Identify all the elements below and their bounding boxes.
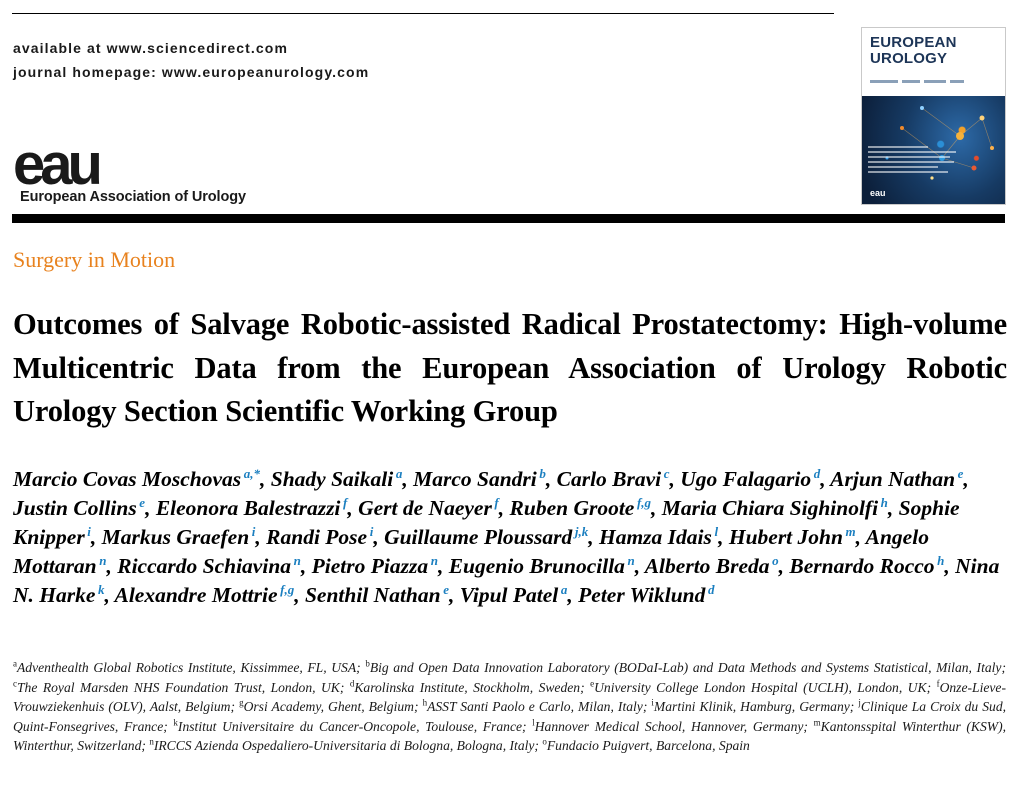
author-affiliation-link[interactable]: i	[249, 523, 256, 539]
affiliation-key: h	[422, 697, 428, 708]
author-name[interactable]: Alexandre Mottrie	[114, 583, 278, 607]
author-name[interactable]: Carlo Bravi	[556, 467, 662, 491]
author-affiliation-link[interactable]: a	[558, 581, 568, 597]
author-affiliation-link[interactable]: i	[367, 523, 374, 539]
author-name[interactable]: Hubert John	[728, 525, 843, 549]
author-affiliation-link[interactable]: f	[340, 494, 348, 510]
author-entry	[271, 467, 403, 491]
author-entry	[645, 554, 779, 578]
affiliation-key: b	[365, 658, 370, 669]
section-label: Surgery in Motion	[13, 247, 176, 272]
eau-logo-mark	[13, 142, 133, 188]
author-affiliation-link[interactable]: f	[491, 494, 499, 510]
author-affiliation-link[interactable]: b	[536, 465, 546, 481]
affiliation-key: n	[149, 736, 154, 747]
author-entry	[680, 467, 820, 491]
author-entry	[789, 554, 944, 578]
affiliation-text: Clinique La Croix du Sud, Quint-Fonsegrives, France;	[13, 699, 1007, 734]
author-affiliation-link[interactable]: k	[95, 581, 105, 597]
author-entry	[830, 467, 963, 491]
author-entry	[510, 496, 652, 520]
author-affiliation-link[interactable]: d	[811, 465, 821, 481]
cover-eau-mark: eau	[870, 188, 886, 198]
author-name[interactable]: Angelo Mottaran	[13, 525, 929, 578]
affiliation-text: Adventhealth Global Robotics Institute, Kissimmee, FL, USA;	[17, 660, 361, 675]
author-entry	[156, 496, 348, 520]
affiliation-text: Fundacio Puigvert, Barcelona, Spain	[546, 738, 750, 754]
author-affiliation-link[interactable]: f,g	[277, 581, 295, 597]
author-entry	[102, 525, 256, 549]
author-affiliation-link[interactable]: o	[769, 552, 779, 568]
affiliation-item	[239, 699, 418, 714]
author-entry	[449, 554, 635, 578]
author-entry	[114, 583, 294, 607]
author-affiliation-link[interactable]: l	[711, 523, 719, 539]
author-affiliation-link[interactable]: n	[291, 552, 301, 568]
affiliation-item	[532, 719, 808, 734]
journal-homepage-line: journal homepage: www.europeanurology.com	[13, 64, 370, 80]
journal-cover-image	[862, 28, 1005, 204]
author-entry	[729, 525, 856, 549]
author-entry	[599, 525, 718, 549]
author-affiliation-link[interactable]: d	[705, 581, 715, 597]
author-name[interactable]: Justin Collins	[13, 496, 137, 520]
author-entry	[13, 467, 260, 491]
affiliation-text: Big and Open Data Innovation Laboratory (BODaI-Lab) and Data Methods and Systems Statistical, Milan, Italy;	[369, 660, 1006, 675]
author-name[interactable]: Randi Pose	[266, 525, 368, 549]
author-list: Marcio Covas Moschovas $^{a,*}$, Shady Saikali $^a$, Marco Sandri $^b$, Carlo Bravi $^c$, Ugo Falagario $^d$, Arjun Nathan $^e$, Justin Collins $^e$, Eleonora Balestrazzi $^f$, Gert de Naeyer $^f$, Ruben Groote $^{f,g}$, Maria Chiara Sighinolfi $^h$, Sophie Knipper $^i$, Markus Graefen $^i$, Randi Pose $^i$, Guillaume Ploussard $^{j,k}$, Hamza Idais $^l$, Hubert John $^m$, Angelo Mottaran $^n$, Riccardo Schiavina $^n$, Pietro Piazza $^n$, Eugenio Brunocilla $^n$, Alberto Breda $^o$, Bernardo Rocco $^h$, Nina N. Harke $^k$, Alexandre Mottrie $^{f,g}$, Senthil Nathan $^e$, Vipul Patel $^a$, Peter Wiklund $^d$	[13, 465, 1000, 607]
author-entry	[266, 525, 373, 549]
affiliation-key: f	[936, 678, 940, 689]
affiliation-key: l	[532, 717, 535, 728]
author-name[interactable]: Nina N. Harke	[13, 554, 1000, 607]
affiliation-text: The Royal Marsden NHS Foundation Trust, London, UK;	[17, 679, 345, 695]
header-top-rule	[12, 13, 834, 14]
cover-highlights-text	[868, 146, 958, 176]
affiliation-key: i	[651, 697, 654, 708]
affiliation-text: IRCCS Azienda Ospedaliero-Universitaria di Bologna, Bologna, Italy;	[153, 738, 539, 754]
author-name[interactable]: Alberto Breda	[644, 554, 770, 578]
author-name[interactable]: Marco Sandri	[413, 467, 537, 491]
author-entry	[384, 525, 588, 549]
author-affiliation-link[interactable]: n	[624, 552, 635, 568]
affiliation-item	[350, 680, 585, 695]
cover-network-art	[862, 28, 1005, 204]
affiliation-text: Institut Universitaire du Cancer-Oncopole, Toulouse, France;	[177, 718, 527, 734]
author-entry	[578, 583, 714, 607]
affiliation-text: Kantonsspital Winterthur (KSW), Winterthur, Switzerland;	[13, 718, 1007, 754]
author-affiliation-link[interactable]: j,k	[572, 523, 589, 539]
author-name[interactable]: Markus Graefen	[101, 525, 250, 549]
affiliation-item	[542, 738, 749, 753]
author-name[interactable]: Eleonora Balestrazzi	[155, 496, 341, 520]
affiliation-text: Onze-Lieve-Vrouwziekenhuis (OLV), Aalst, Belgium;	[13, 679, 1006, 715]
affiliation-key: j	[858, 697, 861, 708]
author-name[interactable]: Peter Wiklund	[578, 583, 706, 607]
affiliation-text: University College London Hospital (UCLH), London, UK;	[594, 679, 932, 695]
author-name[interactable]: Bernardo Rocco	[789, 554, 935, 578]
author-name[interactable]: Shady Saikali	[270, 467, 394, 491]
affiliation-list	[13, 658, 1006, 756]
affiliation-text: ASST Santi Paolo e Carlo, Milan, Italy;	[427, 699, 648, 715]
affiliation-key: o	[542, 736, 547, 747]
author-affiliation-link[interactable]: e	[955, 465, 964, 481]
author-affiliation-link[interactable]: n	[428, 552, 438, 568]
author-entry	[13, 496, 145, 520]
author-affiliation-link[interactable]: h	[878, 494, 888, 510]
affiliation-item	[590, 680, 931, 695]
author-name[interactable]: Maria Chiara Sighinolfi	[661, 496, 879, 520]
author-affiliation-link[interactable]: m	[842, 523, 856, 539]
affiliation-item	[149, 738, 539, 753]
affiliation-item	[173, 719, 526, 734]
author-name[interactable]: Arjun Nathan	[830, 467, 956, 491]
affiliation-text: Martini Klinik, Hamburg, Germany;	[653, 699, 855, 715]
author-name[interactable]: Pietro Piazza	[311, 554, 429, 578]
author-affiliation-link[interactable]: c	[661, 465, 670, 481]
cover-title-line1: EUROPEAN	[870, 34, 957, 51]
affiliation-text: Orsi Academy, Ghent, Belgium;	[243, 699, 419, 715]
author-entry	[662, 496, 888, 520]
affiliation-key: g	[239, 697, 244, 708]
affiliation-key: d	[349, 678, 355, 689]
author-name[interactable]: Marcio Covas Moschovas	[13, 467, 242, 491]
author-name[interactable]: Hamza Idais	[598, 525, 712, 549]
author-affiliation-link[interactable]: f,g	[634, 494, 652, 510]
author-name[interactable]: Sophie Knipper	[13, 496, 960, 549]
author-entry	[305, 583, 449, 607]
author-affiliation-link[interactable]: e	[136, 494, 146, 510]
affiliation-item	[13, 660, 361, 675]
affiliation-key: e	[590, 678, 595, 689]
author-name[interactable]: Ugo Falagario	[680, 467, 812, 491]
author-entry	[358, 496, 499, 520]
author-name[interactable]: Senthil Nathan	[304, 583, 441, 607]
eau-logo-text: eau	[13, 142, 98, 188]
author-name[interactable]: Riccardo Schiavina	[117, 554, 292, 578]
author-name[interactable]: Eugenio Brunocilla	[448, 554, 625, 578]
affiliation-item	[651, 699, 854, 714]
author-affiliation-link[interactable]: h	[934, 552, 945, 568]
author-affiliation-link[interactable]: a	[393, 465, 403, 481]
author-entry	[312, 554, 438, 578]
affiliation-key: c	[13, 678, 17, 689]
affiliation-key: a	[13, 658, 17, 669]
author-name[interactable]: Guillaume Ploussard	[384, 525, 573, 549]
author-name[interactable]: Gert de Naeyer	[358, 496, 492, 520]
author-affiliation-link[interactable]: n	[96, 552, 107, 568]
affiliation-text: Karolinska Institute, Stockholm, Sweden;	[354, 679, 585, 695]
affiliation-key: k	[173, 717, 178, 728]
eau-org-name: European Association of Urology	[20, 189, 246, 205]
header-thick-rule	[12, 214, 1005, 223]
author-affiliation-link[interactable]: e	[440, 581, 449, 597]
affiliation-item	[13, 680, 344, 695]
author-affiliation-link[interactable]: i	[84, 523, 91, 539]
author-entry	[413, 467, 546, 491]
affiliation-text: Hannover Medical School, Hannover, Germany;	[534, 718, 808, 734]
eau-logo	[13, 142, 133, 188]
affiliation-item	[365, 660, 1006, 675]
article-title: Outcomes of Salvage Robotic-assisted Radical Prostatectomy: High-volume Multicentric Data from the European Association of Urology Robotic Urology Section Scientific Working Group	[13, 307, 1007, 428]
affiliation-key: m	[813, 717, 821, 728]
affiliation-item	[423, 699, 648, 714]
author-entry	[460, 583, 568, 607]
sciencedirect-line: available at www.sciencedirect.com	[13, 40, 288, 56]
author-name[interactable]: Vipul Patel	[459, 583, 559, 607]
author-affiliation-link[interactable]: a,*	[241, 465, 261, 481]
cover-title-line2: UROLOGY	[870, 50, 948, 67]
author-name[interactable]: Ruben Groote	[509, 496, 635, 520]
author-entry	[117, 554, 301, 578]
author-entry	[557, 467, 670, 491]
